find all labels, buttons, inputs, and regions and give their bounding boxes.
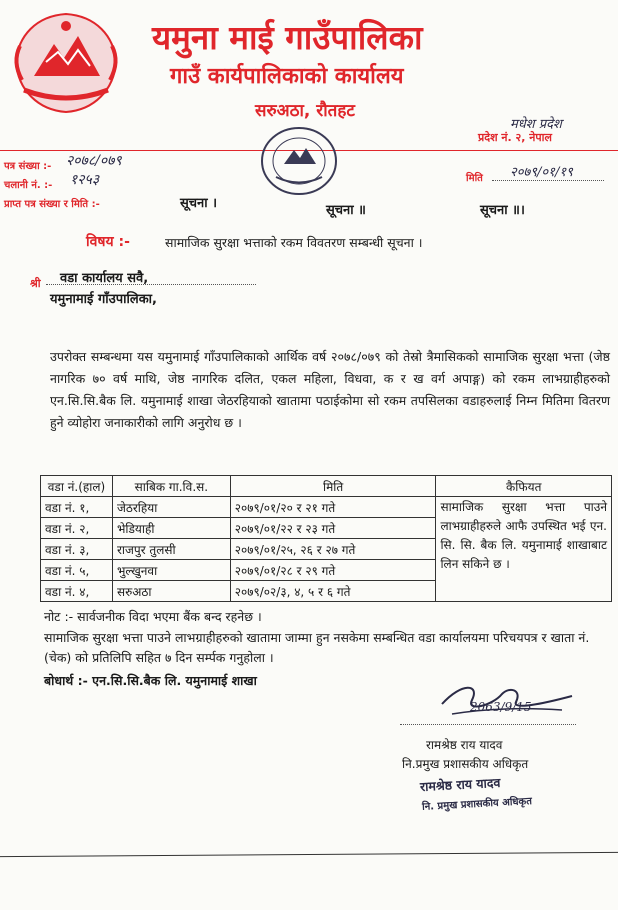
column-header-remarks: कैफियत: [436, 476, 612, 497]
dispatch-no-value: १२५३: [70, 172, 100, 188]
date-value: २०७९/०१/१९: [510, 165, 573, 180]
office-seal-stamp: [256, 122, 342, 200]
footer-divider: [0, 852, 618, 857]
stamp-signatory-title: नि. प्रमुख प्रशासकीय अधिकृत: [421, 796, 533, 813]
office-address: सरुअठा, रौतहट: [255, 101, 355, 121]
ward-cell: वडा नं. ५,: [41, 560, 113, 581]
former-vdc-cell: भुल्खुनवा: [112, 560, 230, 581]
province-printed: प्रदेश नं. २, नेपाल: [478, 131, 552, 144]
notice-heading-3: सूचना ॥।: [480, 203, 525, 218]
body-paragraph: उपरोक्त सम्बन्धमा यस यमुनामाई गाँउपालिकाको आर्थिक वर्ष २०७८/०७९ को तेस्रो त्रैमासिकको सामाजिक सुरक्षा भत्ता (जेष्ठ नागरिक ७० वर्ष माथि, जेष्ठ नागरिक दलित, एकल महिला, विधवा, क र ख वर्ग अपाङ्ग) को रकम लाभग्राहीहरुको एन.सि.सि.बैक लि. यमुनामाई शाखा जेठरहियाको खातामा पठाईकोमा सो रकम तपसिलका वडाहरुलाई निम्न मितिमा वितरण हुने व्योहोरा जनाकारीको लागि अनुरोध छ ।: [50, 349, 610, 430]
received-letter-label: प्राप्त पत्र संख्या र मिति :-: [4, 199, 100, 210]
table-header-row: [41, 476, 612, 497]
signatory-name: रामश्रेष्ठ राय यादव: [426, 738, 503, 752]
notice-heading-1: सूचना ।: [180, 196, 218, 211]
column-header-former-vdc: साबिक गा.वि.स.: [112, 476, 230, 497]
date-cell: २०७९/०१/२५, २६ र २७ गते: [230, 539, 436, 560]
dispatch-no-label: चलानी नं. :-: [4, 180, 53, 191]
former-vdc-cell: जेठरहिया: [112, 497, 230, 518]
distribution-schedule-table: [40, 475, 612, 602]
ward-cell: वडा नं. ४,: [41, 581, 113, 602]
ward-cell: वडा नं. २,: [41, 518, 113, 539]
ward-cell: वडा नं. ३,: [41, 539, 113, 560]
column-header-ward: वडा नं.(हाल): [41, 476, 113, 497]
notice-heading-2: सूचना ॥: [326, 203, 366, 218]
signatory-title: नि.प्रमुख प्रशासकीय अधिकृत: [402, 757, 529, 771]
stamp-signatory-name: रामश्रेष्ठ राय यादव: [419, 774, 501, 795]
municipality-name: यमुना माई गाउँपालिका: [152, 18, 423, 57]
province-handwritten: मधेश प्रदेश: [510, 117, 562, 132]
instruction-paragraph: सामाजिक सुरक्षा भत्ता पाउने लाभग्राहीहरुको खातामा जाम्मा हुन नसकेमा सम्बन्धित वडा कार्यालयमा परिचयपत्र र खाता नं.(चेक) को प्रतिलिपि सहित ७ दिन सर्म्पक गनुहोला ।: [44, 630, 590, 665]
date-cell: २०७९/०२/३, ४, ५ र ६ गते: [230, 581, 436, 602]
remarks-cell: सामाजिक सुरक्षा भत्ता पाउने लाभग्राहीहरुले आफै उपस्थित भई एन. सि. सि. बैक लि. यमुनामाई शाखाबाट लिन सकिने छ ।: [436, 497, 612, 602]
date-cell: २०७९/०१/२२ र २३ गते: [230, 518, 436, 539]
signature-date: 2063/9/15: [470, 700, 532, 714]
date-cell: २०७९/०१/२० र २१ गते: [230, 497, 436, 518]
recipient-line-2: यमुनामाई गाँउपालिका,: [50, 292, 157, 307]
holiday-note: नोट :- सार्वजनीक विदा भएमा बैंक बन्द रहनेछ ।: [44, 609, 262, 624]
nepal-emblem-logo: [6, 6, 126, 118]
column-header-date: मिति: [230, 476, 436, 497]
table-row: [41, 497, 612, 518]
ward-cell: वडा नं. १,: [41, 497, 113, 518]
letter-no-value: २०७८/०७९: [66, 153, 122, 169]
recipient-line-1: वडा कार्यालय सवै,: [60, 271, 149, 286]
office-name: गाउँ कार्यपालिकाको कार्यालय: [170, 64, 404, 89]
cc-line: बोधार्थ :- एन.सि.सि.बैक लि. यमुनामाई शाखा: [44, 673, 257, 688]
subject-label: विषय :-: [86, 234, 130, 250]
former-vdc-cell: सरुअठा: [112, 581, 230, 602]
date-cell: २०७९/०१/२८ र २९ गते: [230, 560, 436, 581]
former-vdc-cell: भेडियाही: [112, 518, 230, 539]
subject-text: सामाजिक सुरक्षा भत्ताको रकम विवतरण सम्बन्धी सूचना ।: [165, 235, 423, 250]
letter-no-label: पत्र संख्या :-: [4, 161, 52, 172]
recipient-prefix: श्री: [30, 277, 41, 290]
former-vdc-cell: राजपुर तुलसी: [112, 539, 230, 560]
date-label: मिति: [466, 173, 483, 184]
